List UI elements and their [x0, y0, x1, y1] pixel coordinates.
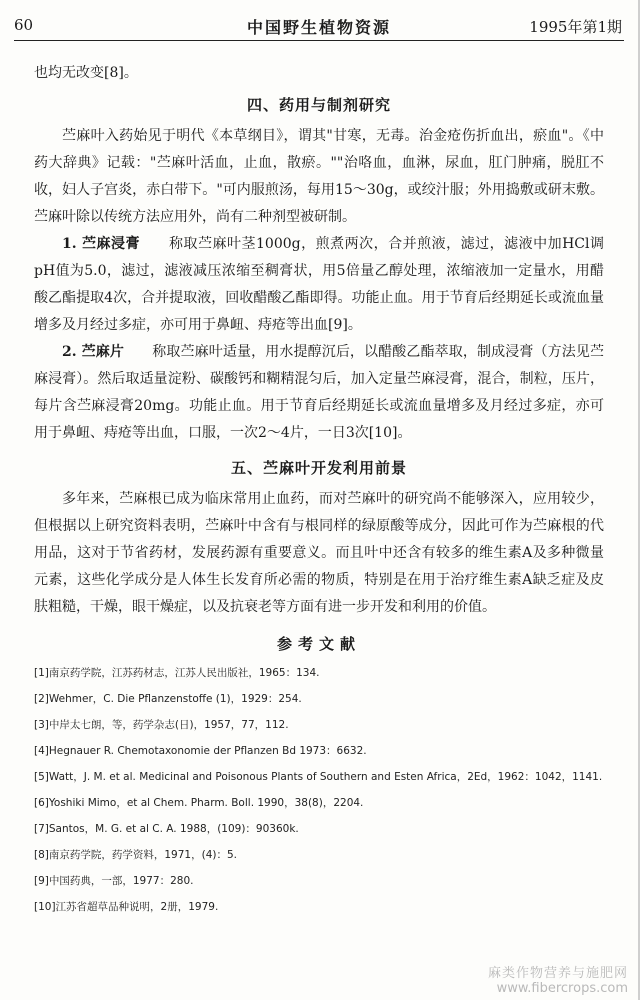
reference-item: [7]Santos，M. G. et al C. A. 1988，(109)：90360k.	[34, 823, 299, 835]
reference-list	[34, 666, 604, 926]
section-5-text: 多年来，苎麻根已成为临床常用止血药，而对苎麻叶的研究尚不能够深入，应用较少，但根据以上研究资料表明，苎麻叶中含有与根同样的绿原酸等成分，因此可作为苎麻根的代用品，这对于节省药材，发展药源有重要意义。而且叶中还含有较多的维生素A及多种微量元素，这些化学成分是人体生长发育所必需的物质，特别是在用于治疗维生素A缺乏症及皮肤粗糙，干燥，眼干燥症，以及抗衰老等方面有进一步开发和利用的价值。	[34, 491, 604, 615]
item-1-text: 称取苎麻叶茎1000g，煎煮两次，合并煎液，滤过，滤液中加HCl调pH值为5.0，滤过，滤液减压浓缩至稠膏状，用5倍量乙醇处理，浓缩液加一定量水，用醋酸乙酯提取4次，合并提取液，回收醋酸乙酯即得。功能止血。用于节育后经期延长或流血量增多及月经过多症，亦可用于鼻衄、痔疮等出血[9]。	[34, 236, 604, 333]
page-header	[14, 14, 624, 41]
section-4-item-2	[34, 339, 604, 447]
watermark-line-2: www.fibercrops.com	[496, 981, 628, 996]
reference-item: [5]Watt，J. M. et al. Medicinal and Poisonous Plants of Southern and Esten Africa，2Ed，1962：1042，1141.	[34, 771, 603, 783]
references-title: 参考文献	[276, 635, 361, 653]
reference-item: [10]江苏省超草品种说明，2册，1979.	[34, 901, 219, 913]
watermark-line-1: 麻类作物营养与施肥网	[487, 966, 628, 981]
continued-text: 也均无改变[8]。	[34, 65, 138, 81]
reference-item: [9]中国药典，一部，1977：280.	[34, 875, 194, 887]
item-2-title: 2. 苎麻片	[62, 344, 124, 360]
reference-item: [2]Wehmer，C. Die Pflanzenstoffe (1)，1929：254.	[34, 693, 302, 705]
article-body	[34, 62, 604, 926]
site-watermark	[488, 962, 628, 996]
issue-label: 1995年第1期	[529, 18, 622, 36]
journal-title: 中国野生植物资源	[246, 18, 391, 37]
section-5-title: 五、苎麻叶开发利用前景	[230, 459, 407, 477]
item-1-title: 1. 苎麻浸膏	[62, 236, 140, 252]
reference-item: [1]南京药学院，江苏药材志，江苏人民出版社，1965：134.	[34, 667, 320, 679]
section-4-item-1	[34, 231, 604, 339]
reference-item: [8]南京药学院，药学资料，1971，(4)：5.	[34, 849, 237, 861]
reference-item: [6]Yoshiki Mimo，et al Chem. Pharm. Boll. 1990，38(8)，2204.	[34, 797, 364, 809]
reference-item: [4]Hegnauer R. Chemotaxonomie der Pflanzen Bd 1973：6632.	[34, 745, 367, 757]
section-4-title: 四、药用与制剂研究	[246, 96, 391, 114]
section-4-intro: 苎麻叶入药始见于明代《本草纲目》，谓其"甘寒，无毒。治金疮伤折血出，瘀血"。《中药大辞典》记载："苎麻叶活血，止血，散瘀。""治咯血，血淋，尿血，肛门肿痛，脱肛不收，妇人子宫炎，赤白带下。"可内服煎汤，每用15～30g，或绞汁服；外用捣敷或研末敷。苎麻叶除以传统方法应用外，尚有二种剂型被研制。	[34, 128, 604, 225]
item-2-text: 称取苎麻叶适量，用水提醇沉后，以醋酸乙酯萃取，制成浸膏（方法见苎麻浸膏）。然后取适量淀粉、碳酸钙和糊精混匀后，加入定量苎麻浸膏，混合，制粒，压片，每片含苎麻浸膏20mg。功能止血。用于节育后经期延长或流血量增多及月经过多症，亦可用于鼻衄、痔疮等出血，口服，一次2～4片，一日3次[10]。	[34, 344, 605, 441]
reference-item: [3]中岸太七朗，等，药学杂志(日)，1957，77，112.	[34, 719, 289, 731]
page-number: 60	[14, 16, 34, 34]
